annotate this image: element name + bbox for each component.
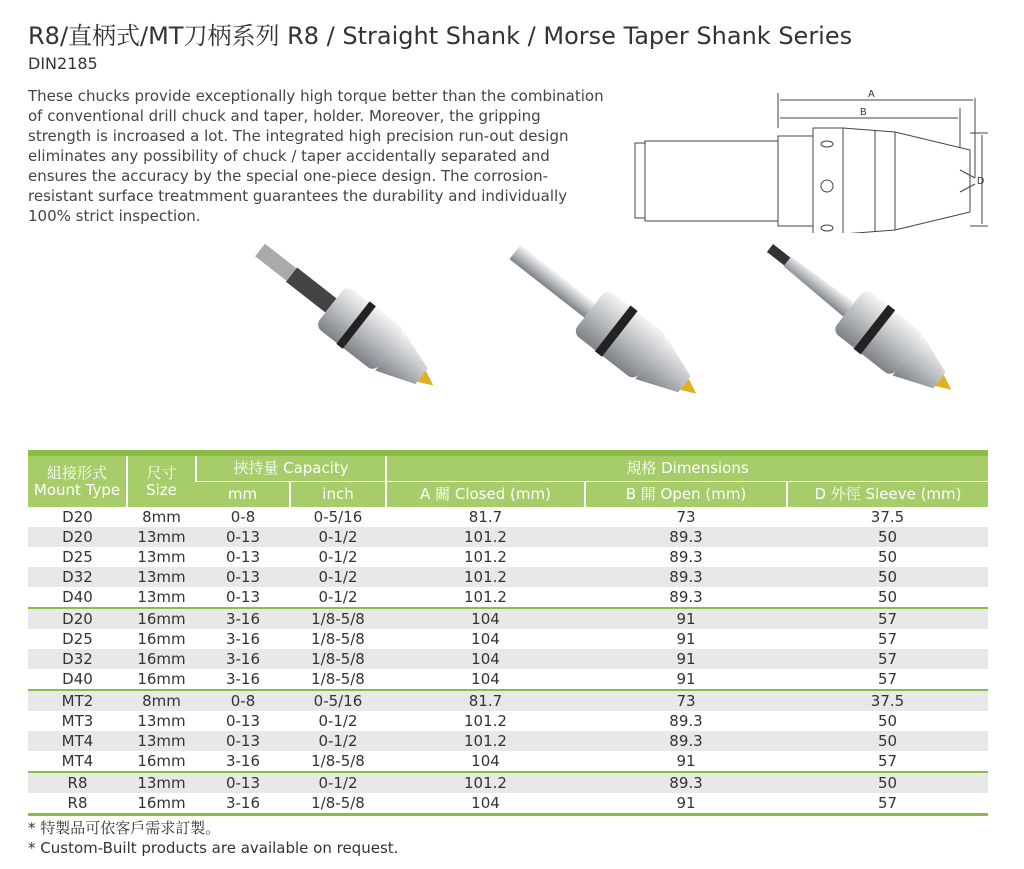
cell-d-sleeve: 50 xyxy=(877,588,898,606)
cell-mount-type: D25 xyxy=(62,630,93,648)
cell-capacity-inch: 0-1/2 xyxy=(318,588,358,606)
cell-capacity-inch: 0-1/2 xyxy=(318,548,358,566)
cell-size: 16mm xyxy=(137,630,186,648)
cell-size: 13mm xyxy=(127,527,196,547)
note-en: * Custom-Built products are available on request. xyxy=(28,839,399,857)
morse-taper-chuck-photo xyxy=(753,240,969,412)
header-b-open: B 開 Open (mm) xyxy=(585,482,787,508)
cell-size: 16mm xyxy=(127,608,196,629)
table-row xyxy=(28,547,988,567)
cell-capacity-inch: 1/8-5/8 xyxy=(290,793,386,815)
page-title: R8/直柄式/MT刀柄系列 R8 / Straight Shank / Morse Taper Shank Series xyxy=(28,22,853,50)
cell-mount-type: D20 xyxy=(62,508,93,526)
cell-b-open: 73 xyxy=(585,690,787,711)
cell-b-open: 89.3 xyxy=(585,772,787,793)
cell-mount-type: D20 xyxy=(28,608,127,629)
cell-capacity-mm: 3-16 xyxy=(196,649,290,669)
cell-size: 16mm xyxy=(127,793,196,815)
cell-d-sleeve: 37.5 xyxy=(787,690,988,711)
cell-size: 13mm xyxy=(127,772,196,793)
table-row xyxy=(28,649,988,669)
cell-capacity-mm: 3-16 xyxy=(225,670,261,688)
cell-a-closed: 101.2 xyxy=(386,731,585,751)
table-row xyxy=(28,690,988,711)
cell-size: 16mm xyxy=(137,752,186,770)
cell-capacity-mm: 0-8 xyxy=(196,690,290,711)
cell-mount-type: D32 xyxy=(28,649,127,669)
cell-capacity-inch: 1/8-5/8 xyxy=(311,752,365,770)
cell-capacity-inch: 0-1/2 xyxy=(290,567,386,587)
header-mount-type: 組接形式 Mount Type xyxy=(28,453,127,507)
table-row xyxy=(28,527,988,547)
cell-size: 13mm xyxy=(137,588,186,606)
cell-a-closed: 81.7 xyxy=(468,508,503,526)
header-dimensions: 規格 Dimensions xyxy=(386,453,988,482)
table-row xyxy=(28,772,988,793)
cell-size: 13mm xyxy=(137,548,186,566)
cell-capacity-mm: 0-13 xyxy=(225,712,261,730)
cell-d-sleeve: 50 xyxy=(877,548,898,566)
cell-capacity-inch: 1/8-5/8 xyxy=(311,670,365,688)
table-row xyxy=(28,793,988,815)
cell-capacity-inch: 1/8-5/8 xyxy=(311,630,365,648)
chuck-dimension-drawing xyxy=(630,88,990,233)
header-capacity: 挾持量 Capacity xyxy=(196,453,386,482)
cell-b-open: 89.3 xyxy=(585,731,787,751)
cell-d-sleeve: 50 xyxy=(787,527,988,547)
cell-capacity-mm: 0-13 xyxy=(196,527,290,547)
cell-capacity-mm: 0-13 xyxy=(225,548,261,566)
cell-capacity-inch: 0-1/2 xyxy=(290,527,386,547)
dimension-d-label: D xyxy=(977,176,985,187)
cell-a-closed: 104 xyxy=(471,752,500,770)
table-row xyxy=(28,567,988,587)
cell-b-open: 91 xyxy=(585,793,787,815)
cell-b-open: 73 xyxy=(676,508,696,526)
cell-size: 16mm xyxy=(137,670,186,688)
spec-table xyxy=(28,450,988,816)
cell-b-open: 89.3 xyxy=(669,548,703,566)
cell-capacity-mm: 0-13 xyxy=(196,772,290,793)
product-photos xyxy=(240,240,980,435)
table-row xyxy=(28,587,988,608)
cell-b-open: 91 xyxy=(585,608,787,629)
cell-b-open: 89.3 xyxy=(669,588,703,606)
cell-capacity-mm: 0-13 xyxy=(225,588,261,606)
table-row xyxy=(28,608,988,629)
cell-a-closed: 101.2 xyxy=(386,772,585,793)
cell-mount-type: D40 xyxy=(62,670,93,688)
cell-mount-type: MT4 xyxy=(61,752,94,770)
cell-a-closed: 104 xyxy=(386,793,585,815)
cell-capacity-mm: 3-16 xyxy=(196,608,290,629)
cell-capacity-inch: 1/8-5/8 xyxy=(290,608,386,629)
cell-d-sleeve: 57 xyxy=(877,630,898,648)
cell-d-sleeve: 57 xyxy=(787,793,988,815)
cell-a-closed: 101.2 xyxy=(386,567,585,587)
header-mm: mm xyxy=(196,482,290,508)
cell-capacity-inch: 0-1/2 xyxy=(290,731,386,751)
cell-d-sleeve: 57 xyxy=(877,670,898,688)
cell-b-open: 91 xyxy=(676,670,696,688)
cell-a-closed: 104 xyxy=(471,670,500,688)
cell-a-closed: 101.2 xyxy=(464,548,507,566)
cell-a-closed: 104 xyxy=(386,608,585,629)
table-row xyxy=(28,751,988,772)
cell-capacity-mm: 0-8 xyxy=(230,508,256,526)
header-d-sleeve: D 外徑 Sleeve (mm) xyxy=(787,482,988,508)
cell-b-open: 89.3 xyxy=(585,527,787,547)
description: These chucks provide exceptionally high torque better than the combination of conventional drill chuck and taper, holder. Moreover, the gripping strength is incroased a lot. The integrated high precision run-out design eliminates any possibility of chuck / taper accidentally separated and ensures the accuracy by the special one-piece design. The corrosion-resistant surface treatmment guarantees the durability and individually 100% strict inspection. xyxy=(28,87,604,225)
cell-a-closed: 81.7 xyxy=(386,690,585,711)
cell-b-open: 89.3 xyxy=(585,567,787,587)
notes xyxy=(28,818,398,858)
cell-mount-type: R8 xyxy=(28,793,127,815)
cell-capacity-inch: 0-1/2 xyxy=(290,772,386,793)
cell-size: 13mm xyxy=(137,712,186,730)
cell-size: 13mm xyxy=(127,567,196,587)
cell-d-sleeve: 57 xyxy=(787,608,988,629)
table-row xyxy=(28,629,988,649)
cell-a-closed: 101.2 xyxy=(464,588,507,606)
cell-a-closed: 101.2 xyxy=(386,527,585,547)
cell-b-open: 91 xyxy=(585,649,787,669)
cell-d-sleeve: 57 xyxy=(877,752,898,770)
cell-capacity-mm: 0-13 xyxy=(196,567,290,587)
cell-capacity-mm: 3-16 xyxy=(196,793,290,815)
cell-size: 16mm xyxy=(127,649,196,669)
cell-b-open: 89.3 xyxy=(669,712,703,730)
cell-d-sleeve: 57 xyxy=(787,649,988,669)
cell-mount-type: MT2 xyxy=(28,690,127,711)
cell-d-sleeve: 37.5 xyxy=(870,508,905,526)
cell-mount-type: D32 xyxy=(28,567,127,587)
cell-d-sleeve: 50 xyxy=(787,567,988,587)
table-row xyxy=(28,731,988,751)
cell-capacity-inch: 0-5/16 xyxy=(313,508,363,526)
cell-b-open: 91 xyxy=(676,752,696,770)
cell-mount-type: D20 xyxy=(28,527,127,547)
r8-chuck-photo xyxy=(243,240,450,407)
header-size: 尺寸 Size xyxy=(127,453,196,507)
cell-a-closed: 104 xyxy=(471,630,500,648)
cell-capacity-inch: 1/8-5/8 xyxy=(290,649,386,669)
cell-mount-type: D40 xyxy=(62,588,93,606)
header-a-closed: A 關 Closed (mm) xyxy=(386,482,585,508)
cell-a-closed: 104 xyxy=(386,649,585,669)
cell-capacity-mm: 3-16 xyxy=(225,752,261,770)
header-inch: inch xyxy=(290,482,386,508)
cell-a-closed: 101.2 xyxy=(464,712,507,730)
cell-capacity-inch: 0-5/16 xyxy=(290,690,386,711)
cell-mount-type: MT4 xyxy=(28,731,127,751)
cell-size: 13mm xyxy=(127,731,196,751)
cell-size: 8mm xyxy=(127,690,196,711)
dimension-a-label: A xyxy=(868,89,875,100)
cell-d-sleeve: 50 xyxy=(787,731,988,751)
cell-b-open: 91 xyxy=(676,630,696,648)
cell-capacity-inch: 0-1/2 xyxy=(318,712,358,730)
cell-d-sleeve: 50 xyxy=(787,772,988,793)
table-row xyxy=(28,711,988,731)
cell-d-sleeve: 50 xyxy=(877,712,898,730)
note-zh: * 特製品可依客戶需求訂製。 xyxy=(28,819,221,837)
standard-label: DIN2185 xyxy=(28,54,98,73)
cell-mount-type: D25 xyxy=(62,548,93,566)
dimension-b-label: B xyxy=(860,107,867,118)
table-row xyxy=(28,669,988,690)
cell-size: 8mm xyxy=(142,508,181,526)
cell-capacity-mm: 3-16 xyxy=(225,630,261,648)
cell-mount-type: MT3 xyxy=(61,712,94,730)
cell-capacity-mm: 0-13 xyxy=(196,731,290,751)
cell-mount-type: R8 xyxy=(28,772,127,793)
straight-shank-chuck-photo xyxy=(497,240,714,416)
table-row xyxy=(28,507,988,527)
